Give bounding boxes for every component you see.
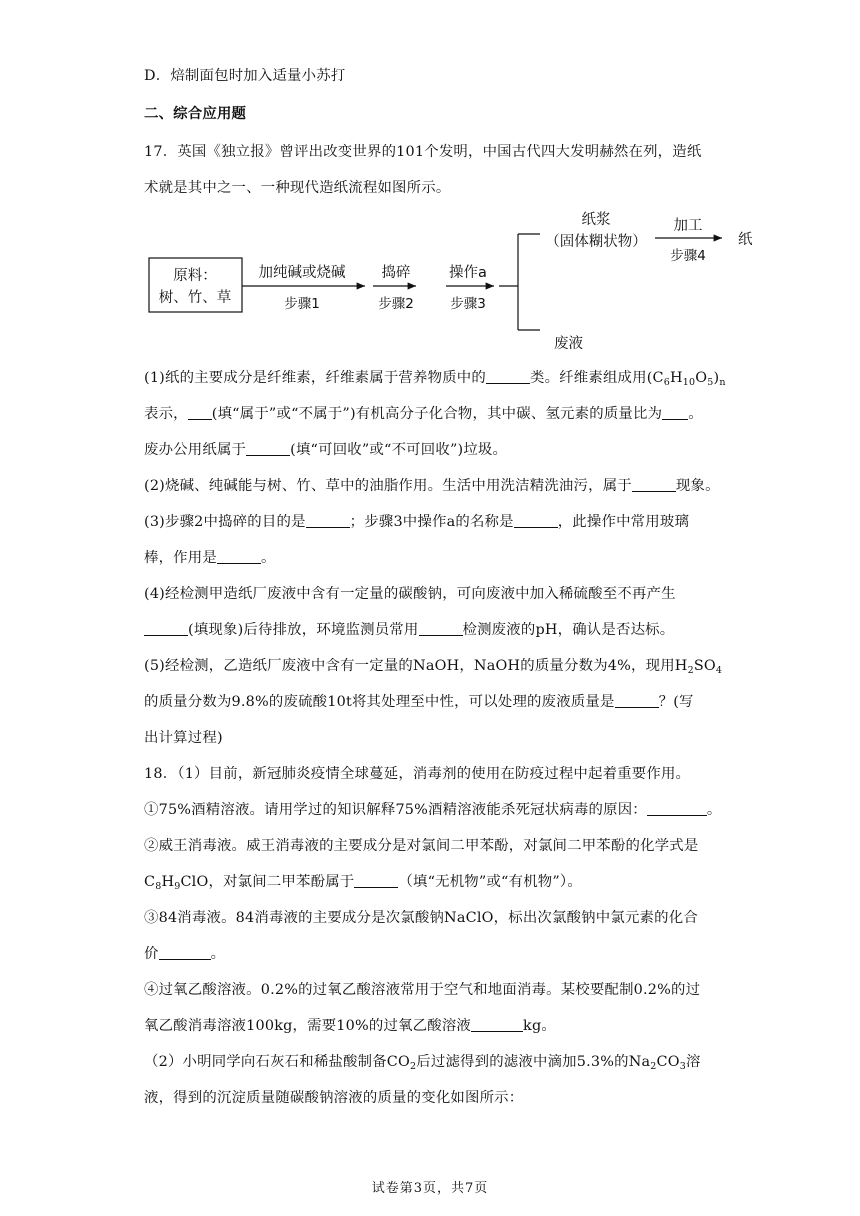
- option-d: D．焙制面包时加入适量小苏打: [144, 68, 346, 84]
- q18-part2-line1: （2）小明同学向石灰石和稀盐酸制备$CO_2$后过滤得到的滤液中滴加5.3%的$Na_2CO_3$溶: [144, 1054, 701, 1072]
- q18-item4-line1: ④过氧乙酸溶液。0.2%的过氧乙酸溶液常用于空气和地面消毒。某校要配制0.2%的过: [144, 982, 701, 998]
- answer-blank[interactable]: [662, 404, 688, 420]
- paper-product: 纸: [738, 232, 753, 248]
- q17-part1-line2: 表示， (填“属于”或“不属于”)有机高分子化合物，其中碳、氢元素的质量比为 。: [144, 406, 703, 422]
- answer-blank[interactable]: [188, 404, 212, 420]
- step1-label: 步骤1: [284, 296, 320, 312]
- q17-part3-line2: 棒，作用是 。: [144, 550, 276, 566]
- answer-blank[interactable]: [354, 872, 398, 888]
- answer-blank[interactable]: [514, 512, 558, 528]
- q17-part4-line1: (4)经检测甲造纸厂废液中含有一定量的碳酸钠，可向废液中加入稀硫酸至不再产生: [144, 586, 676, 602]
- step2-label: 步骤2: [378, 296, 414, 312]
- raw-material-label: 原料：: [173, 268, 217, 284]
- answer-blank[interactable]: [159, 944, 211, 960]
- q17-part5-line3: 出计算过程): [144, 730, 223, 746]
- q17-part5-line2: 的质量分数为9.8%的废硫酸10t将其处理至中性，可以处理的废液质量是 ？(写: [144, 694, 694, 710]
- answer-blank[interactable]: [246, 440, 290, 456]
- q18-item2-line1: ②威王消毒液。威王消毒液的主要成分是对氯间二甲苯酚，对氯间二甲苯酚的化学式是: [144, 838, 699, 854]
- answer-blank[interactable]: [486, 368, 530, 384]
- q17-part5-line1: (5)经检测，乙造纸厂废液中含有一定量的NaOH，NaOH的质量分数为4%，现用$H_2SO_4$: [144, 658, 723, 676]
- q18-item4-line2: 氧乙酸消毒溶液100kg，需要10%的过氧乙酸溶液 kg。: [144, 1018, 556, 1034]
- q17-stem-line2: 术就是其中之一、一种现代造纸流程如图所示。: [144, 180, 451, 196]
- step4-action: 加工: [673, 218, 703, 234]
- answer-blank[interactable]: [419, 620, 463, 636]
- q18-stem: 18．（1）目前，新冠肺炎疫情全球蔓延，消毒剂的使用在防疫过程中起着重要作用。: [144, 766, 691, 782]
- step3-label: 步骤3: [450, 296, 486, 312]
- q18-item2-line2: $C_8H_9ClO$，对氯间二甲苯酚属于 （填“无机物”或“有机物”）。: [144, 874, 582, 892]
- q18-item3-line1: ③84消毒液。84消毒液的主要成分是次氯酸钠NaClO，标出次氯酸钠中氯元素的化合: [144, 910, 698, 926]
- pulp-label: 纸浆: [581, 212, 611, 228]
- answer-blank[interactable]: [217, 548, 261, 564]
- pulp-description: （固体糊状物）: [545, 234, 647, 250]
- q17-part3-line1: (3)步骤2中捣碎的目的是 ；步骤3中操作a的名称是 ，此操作中常用玻璃: [144, 514, 690, 530]
- answer-blank[interactable]: [647, 800, 707, 816]
- q18-part2-line2: 液，得到的沉淀质量随碳酸钠溶液的质量的变化如图所示：: [144, 1090, 524, 1106]
- answer-blank[interactable]: [144, 620, 188, 636]
- step4-label: 步骤4: [670, 248, 706, 264]
- answer-blank[interactable]: [471, 1016, 523, 1032]
- step3-action: 操作a: [449, 265, 487, 281]
- page-footer: 试卷第3页，共7页: [371, 1181, 489, 1196]
- q18-item3-line2: 价 。: [144, 946, 226, 962]
- q17-part4-line2: (填现象)后待排放，环境监测员常用 检测废液的pH，确认是否达标。: [144, 620, 724, 640]
- q17-part1-line1: (1)纸的主要成分是纤维素，纤维素属于营养物质中的 类。纤维素组成用$(C_6H_{10}O_5)_n$: [144, 370, 726, 388]
- q17-stem-line1: 17．英国《独立报》曾评出改变世界的101个发明，中国古代四大发明赫然在列，造纸: [144, 144, 702, 160]
- answer-blank[interactable]: [615, 692, 659, 708]
- section-title: 二、综合应用题: [144, 105, 247, 122]
- step1-action: 加纯碱或烧碱: [258, 265, 346, 281]
- answer-blank[interactable]: [632, 476, 676, 492]
- q18-item1: ①75%酒精溶液。请用学过的知识解释75%酒精溶液能杀死冠状病毒的原因： 。: [144, 802, 722, 818]
- raw-material-items: 树、竹、草: [158, 290, 232, 306]
- waste-liquid: 废液: [554, 336, 583, 350]
- step2-action: 捣碎: [381, 265, 411, 281]
- answer-blank[interactable]: [306, 512, 350, 528]
- q17-part1-line3: 废办公用纸属于 (填“可回收”或“不可回收”)垃圾。: [144, 442, 508, 458]
- q17-part2: (2)烧碱、纯碱能与树、竹、草中的油脂作用。生活中用洗洁精洗油污，属于 现象。: [144, 478, 720, 494]
- papermaking-flow-diagram: [140, 200, 760, 350]
